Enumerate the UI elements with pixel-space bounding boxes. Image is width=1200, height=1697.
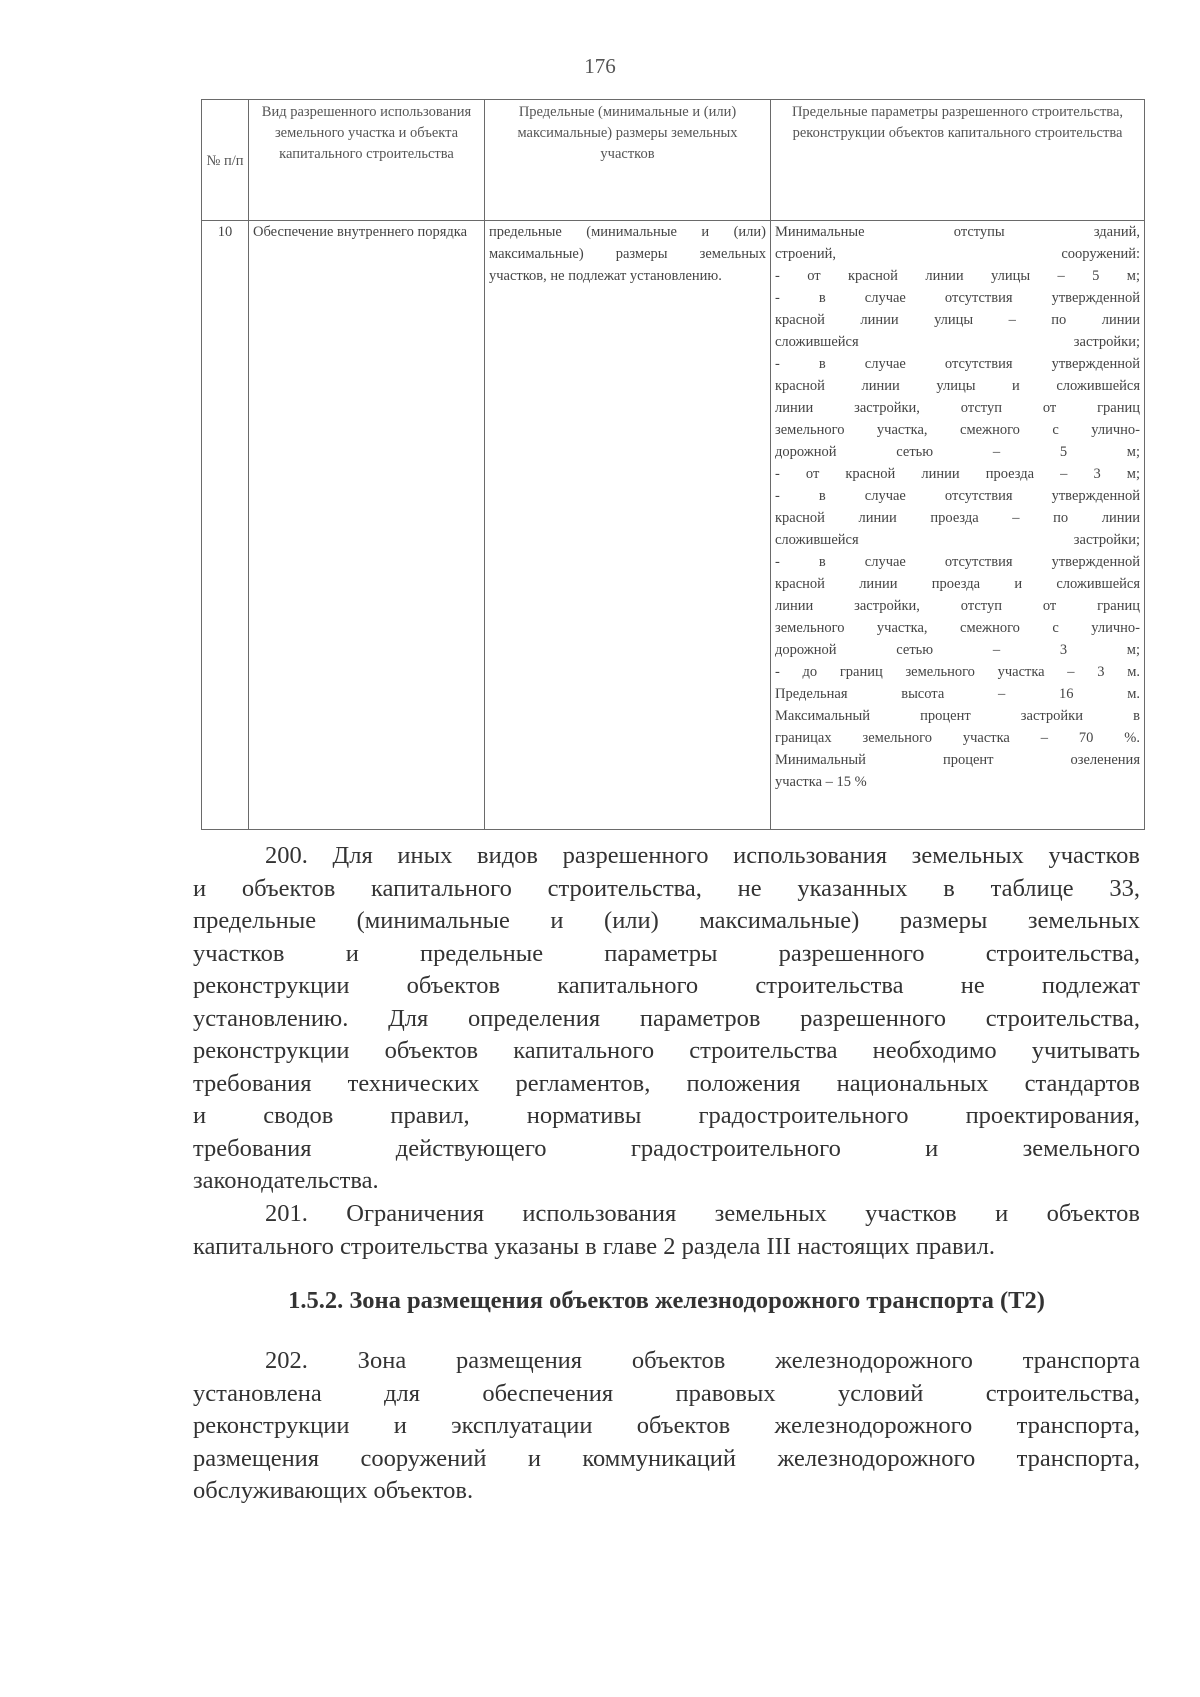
param-line: - от красной линии улицы – 5 м;: [775, 268, 1140, 284]
param-line: сложившейся застройки;: [775, 532, 1140, 548]
param-line: - в случае отсутствия утвержденной: [775, 356, 1140, 372]
param-line: - в случае отсутствия утвержденной: [775, 488, 1140, 504]
paragraph-line: 200. Для иных видов разрешенного использования земельных участков: [265, 842, 1140, 869]
row-construction-params: [771, 221, 1145, 830]
param-line: красной линии улицы и сложившейся: [775, 378, 1140, 394]
param-line: красной линии проезда – по линии: [775, 510, 1140, 526]
param-line: границах земельного участка – 70 %.: [775, 730, 1140, 746]
paragraph-line: реконструкции объектов капитального строительства необходимо учитывать: [193, 1037, 1140, 1064]
row-number: 10: [202, 221, 249, 830]
param-line: Минимальные отступы зданий,: [775, 224, 1140, 240]
paragraph-line: обслуживающих объектов.: [193, 1477, 474, 1504]
paragraph-line: требования технических регламентов, положения национальных стандартов: [193, 1069, 1140, 1097]
paragraph-line: установлению. Для определения параметров разрешенного строительства,: [193, 1004, 1140, 1032]
row-use-type: Обеспечение внутреннего порядка: [249, 221, 485, 830]
paragraph-line: и сводов правил, нормативы градостроительного проектирования,: [193, 1102, 1140, 1129]
param-line: линии застройки, отступ от границ: [775, 400, 1140, 416]
param-line: - от красной линии проезда – 3 м;: [775, 466, 1140, 482]
paragraph-line: предельные (минимальные и (или) максимальные) размеры земельных: [193, 907, 1140, 934]
param-line: красной линии проезда и сложившейся: [775, 576, 1140, 592]
param-line: сложившейся застройки;: [775, 334, 1140, 350]
paragraph-line: участков и предельные параметры разрешенного строительства,: [193, 939, 1140, 967]
header-number: № п/п: [202, 100, 249, 221]
page-number: 176: [584, 54, 616, 78]
param-line: Предельная высота – 16 м.: [775, 686, 1140, 702]
section-heading: 1.5.2. Зона размещения объектов железнодорожного транспорта (Т2): [288, 1287, 1045, 1314]
header-construction-params: Предельные параметры разрешенного строительства, реконструкции объектов капитального строительства: [771, 100, 1145, 221]
param-line: - в случае отсутствия утвержденной: [775, 554, 1140, 570]
param-line: строений, сооружений:: [775, 246, 1140, 262]
paragraph-line: требования действующего градостроительного и земельного: [193, 1134, 1140, 1162]
paragraph-line: 202. Зона размещения объектов железнодорожного транспорта: [265, 1347, 1140, 1374]
row-plot-sizes: предельные (минимальные и (или) максимальные) размеры земельных участков, не подлежат установлению.: [485, 221, 771, 830]
param-line: линии застройки, отступ от границ: [775, 598, 1140, 614]
paragraph-line: законодательства.: [193, 1167, 379, 1194]
param-line: земельного участка, смежного с улично-: [775, 422, 1140, 438]
paragraph-line: размещения сооружений и коммуникаций железнодорожного транспорта,: [193, 1444, 1140, 1472]
header-use-type: Вид разрешенного использования земельного участка и объекта капитального строительства: [249, 100, 485, 221]
param-line: дорожной сетью – 5 м;: [775, 444, 1140, 460]
param-line: - в случае отсутствия утвержденной: [775, 290, 1140, 306]
param-line: Максимальный процент застройки в: [775, 708, 1140, 724]
table-row: [202, 221, 1145, 830]
paragraph-202: [193, 1345, 1140, 1508]
paragraph-line: реконструкции и эксплуатации объектов железнодорожного транспорта,: [193, 1412, 1140, 1439]
param-line: дорожной сетью – 3 м;: [775, 642, 1140, 658]
header-plot-sizes: Предельные (минимальные и (или) максимальные) размеры земельных участков: [485, 100, 771, 221]
param-line: красной линии улицы – по линии: [775, 312, 1140, 328]
zone-parameters-table: [201, 99, 1145, 830]
paragraph-line: и объектов капитального строительства, не указанных в таблице 33,: [193, 874, 1140, 902]
paragraph-201: [193, 1198, 1140, 1263]
param-line: - до границ земельного участка – 3 м.: [775, 664, 1140, 680]
param-line: участка – 15 %: [775, 774, 867, 790]
param-line: Минимальный процент озеленения: [775, 752, 1140, 768]
paragraph-200: [193, 840, 1140, 1198]
paragraph-line: капитального строительства указаны в главе 2 раздела III настоящих правил.: [193, 1232, 996, 1260]
paragraph-line: 201. Ограничения использования земельных участков и объектов: [265, 1200, 1140, 1227]
paragraph-line: реконструкции объектов капитального строительства не подлежат: [193, 972, 1140, 999]
paragraph-line: установлена для обеспечения правовых условий строительства,: [193, 1379, 1140, 1407]
param-line: земельного участка, смежного с улично-: [775, 620, 1140, 636]
